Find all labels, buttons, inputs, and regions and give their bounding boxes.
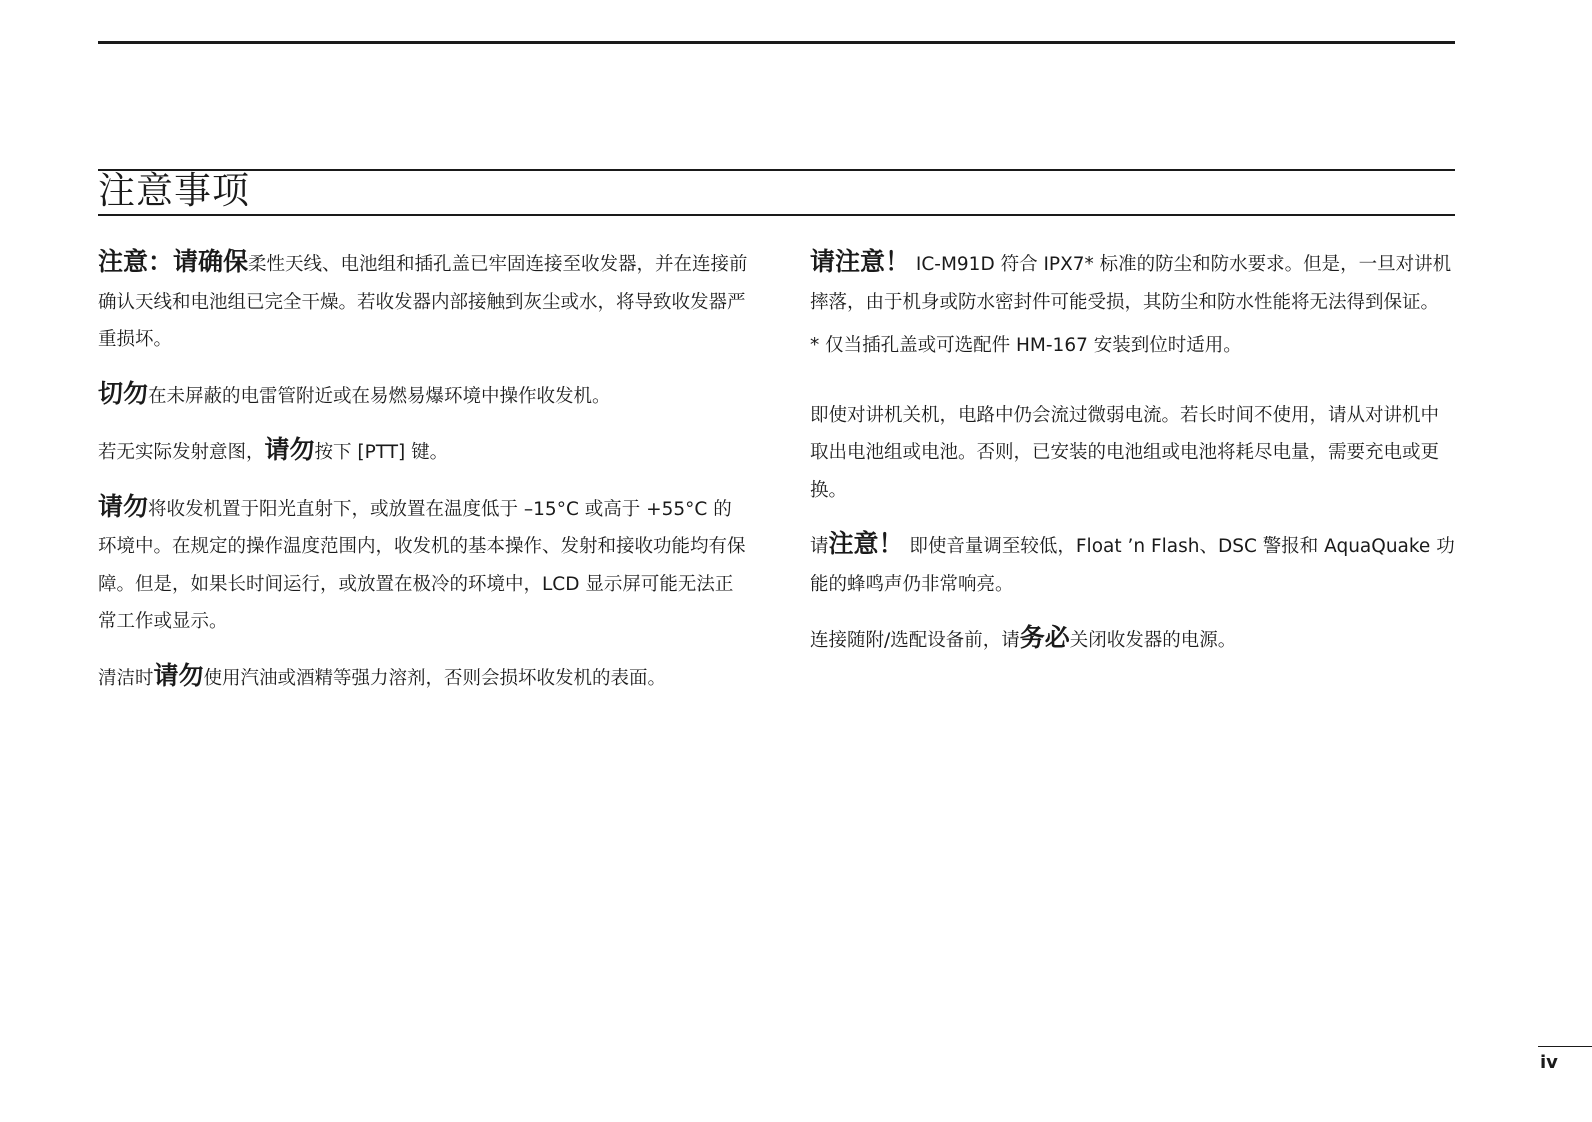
caution-text: 即使音量调至较低，Float ’n Flash、DSC 警报和 AquaQuake 功能的蜂鸣声仍非常响亮。 xyxy=(810,536,1455,595)
caution-text: 柔性天线、电池组和插孔盖已牢固连接至收发器，并在连接前确认天线和电池组已完全干燥。若收发器内部接触到灰尘或水，将导致收发器严重损坏。 xyxy=(98,254,748,350)
caution-text: 按下 [PTT] 键。 xyxy=(314,442,449,463)
footnote-text: * 仅当插孔盖或可选配件 HM-167 安装到位时适用。 xyxy=(810,335,1242,356)
caution-paragraph-battery xyxy=(810,397,1455,510)
caution-emphasis: 注意！ xyxy=(828,529,904,558)
caution-emphasis: 请勿 xyxy=(264,435,315,464)
caution-paragraph-waterproof xyxy=(810,243,1455,321)
caution-emphasis: 请勿 xyxy=(153,660,204,690)
caution-prefix: 请 xyxy=(810,536,829,557)
page-number-rule xyxy=(1538,1046,1592,1047)
caution-text: 使用汽油或酒精等强力溶剂，否则会损坏收发机的表面。 xyxy=(203,667,667,689)
caution-emphasis: 请勿 xyxy=(98,491,149,521)
caution-text: 在未屏蔽的电雷管附近或在易燃易爆环境中操作收发机。 xyxy=(148,385,611,407)
title-rule-bottom xyxy=(98,214,1455,216)
caution-emphasis: 务必 xyxy=(1019,623,1070,652)
caution-prefix: 若无实际发射意图， xyxy=(98,442,265,463)
caution-emphasis: 切勿 xyxy=(98,378,149,408)
caution-text: IC-M91D 符合 IPX7* 标准的防尘和防水要求。但是，一旦对讲机摔落，由于机身或防水密封件可能受损，其防尘和防水性能将无法得到保证。 xyxy=(810,254,1452,313)
caution-text: 关闭收发器的电源。 xyxy=(1069,630,1237,651)
page-number: iv xyxy=(1540,1052,1558,1073)
caution-paragraph-seal xyxy=(98,243,748,359)
caution-paragraph-detonator xyxy=(98,375,748,416)
title-rule-top xyxy=(98,169,1455,171)
caution-paragraph-temperature xyxy=(98,488,748,641)
caution-paragraph-cleaning xyxy=(98,657,748,698)
caution-prefix: 清洁时 xyxy=(98,667,154,689)
footnote-paragraph xyxy=(810,327,1455,365)
caution-paragraph-beep xyxy=(810,525,1455,603)
caution-emphasis: 注意：请确保 xyxy=(98,247,249,276)
caution-text: 即使对讲机关机，电路中仍会流过微弱电流。若长时间不使用，请从对讲机中取出电池组或电池。否则，已安装的电池组或电池将耗尽电量，需要充电或更换。 xyxy=(810,404,1440,501)
caution-paragraph-power xyxy=(810,619,1455,660)
right-column xyxy=(810,243,1455,676)
caution-prefix: 连接随附/选配设备前，请 xyxy=(810,630,1020,651)
header-rule xyxy=(98,41,1455,44)
left-column xyxy=(98,243,748,713)
caution-text: 将收发机置于阳光直射下，或放置在温度低于 –15°C 或高于 +55°C 的环境中。在规定的操作温度范围内，收发机的基本操作、发射和接收功能均有保障。但是，如果长时间运行，或放置在极冷的环境中，LCD 显示屏可能无法正常工作或显示。 xyxy=(98,498,746,632)
page-title: 注意事项 xyxy=(98,169,250,212)
caution-paragraph-ptt xyxy=(98,431,748,472)
caution-emphasis: 请注意！ xyxy=(810,247,911,276)
